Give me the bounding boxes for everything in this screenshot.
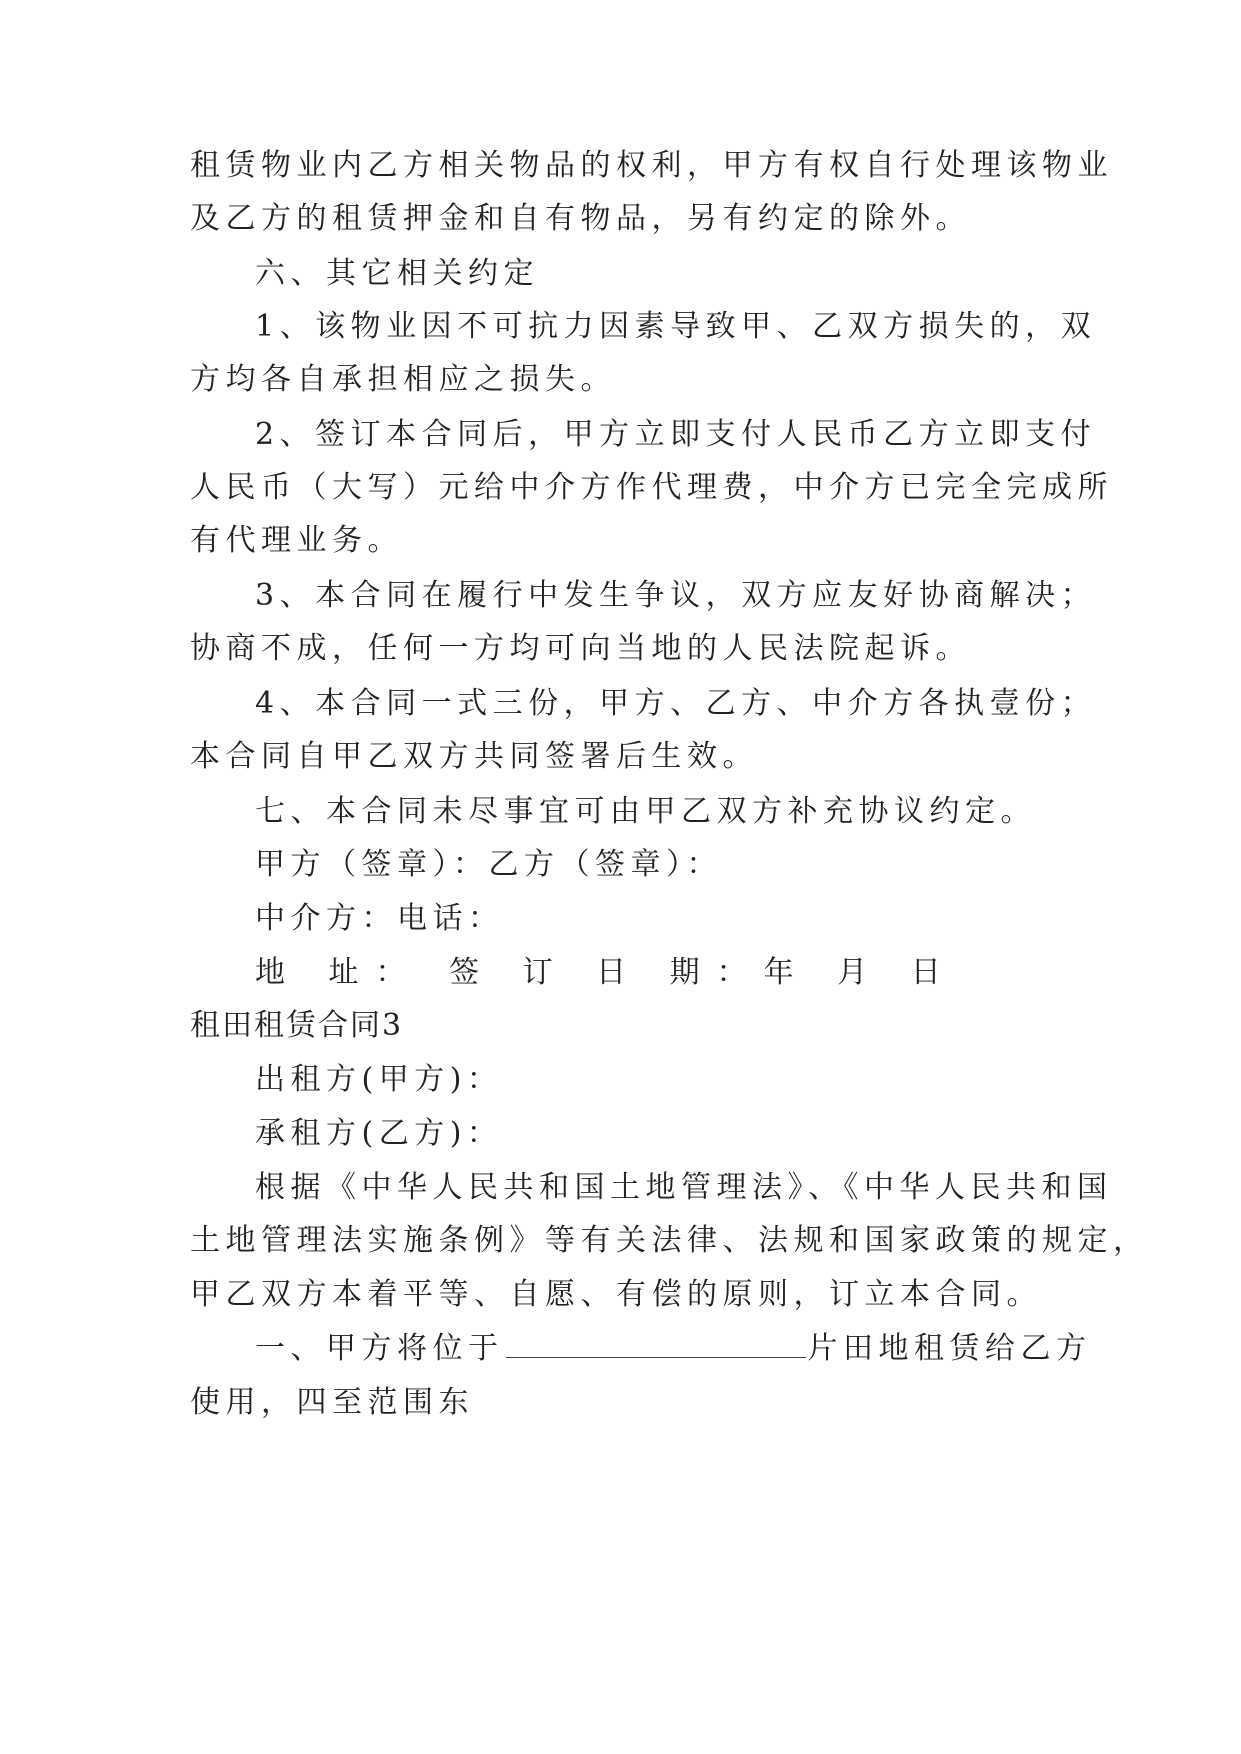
paragraph-line: 方均各自承担相应之损失。 [190,362,616,397]
address-date-line: 地 址： 签 订 日 期：年 月 日 [255,955,958,990]
paragraph-line: 及乙方的租赁押金和自有物品，另有约定的除外。 [190,201,971,236]
clause-one-before: 一、甲方将位于 [255,1331,504,1366]
paragraph-line: 有代理业务。 [190,523,403,558]
paragraph-line: 2、签订本合同后，甲方立即支付人民币乙方立即支付 [255,417,1097,452]
paragraph-line: 3、本合同在履行中发生争议，双方应友好协商解决； [255,578,1097,613]
agent-phone-line: 中介方：电话： [255,901,504,936]
paragraph-line: 1、该物业因不可抗力因素导致甲、乙双方损失的，双 [255,309,1097,344]
clause-one-line [255,1320,1092,1378]
paragraph-line: 七、本合同未尽事宜可由甲乙双方补充协议约定。 [255,794,1036,829]
contract-title: 租田租赁合同3 [190,1008,404,1043]
paragraph-line: 土地管理法实施条例》等有关法律、法规和国家政策的规定， [190,1223,1149,1258]
paragraph-line: 本合同自甲乙双方共同签署后生效。 [190,739,758,774]
signature-line: 甲方（签章）：乙方（签章）： [255,847,722,882]
paragraph-line: 甲乙双方本着平等、自愿、有偿的原则，订立本合同。 [190,1277,1042,1312]
paragraph-line: 人民币（大写）元给中介方作代理费，中介方已完全完成所 [190,470,1113,505]
paragraph-line: 租赁物业内乙方相关物品的权利，甲方有权自行处理该物业 [190,148,1113,183]
paragraph-line: 根据《中华人民共和国土地管理法》、《中华人民共和国 [255,1170,1113,1205]
section-heading: 六、其它相关约定 [255,256,539,291]
paragraph-line: 协商不成，任何一方均可向当地的人民法院起诉。 [190,631,971,666]
lessor-line: 出租方(甲方)： [255,1062,503,1097]
fill-in-blank [506,1323,806,1358]
lessee-line: 承租方(乙方)： [255,1116,503,1151]
paragraph-line: 4、本合同一式三份，甲方、乙方、中介方各执壹份； [255,686,1097,721]
paragraph-line: 使用，四至范围东 [190,1385,474,1420]
clause-one-after: 片田地租赁给乙方 [807,1331,1092,1366]
